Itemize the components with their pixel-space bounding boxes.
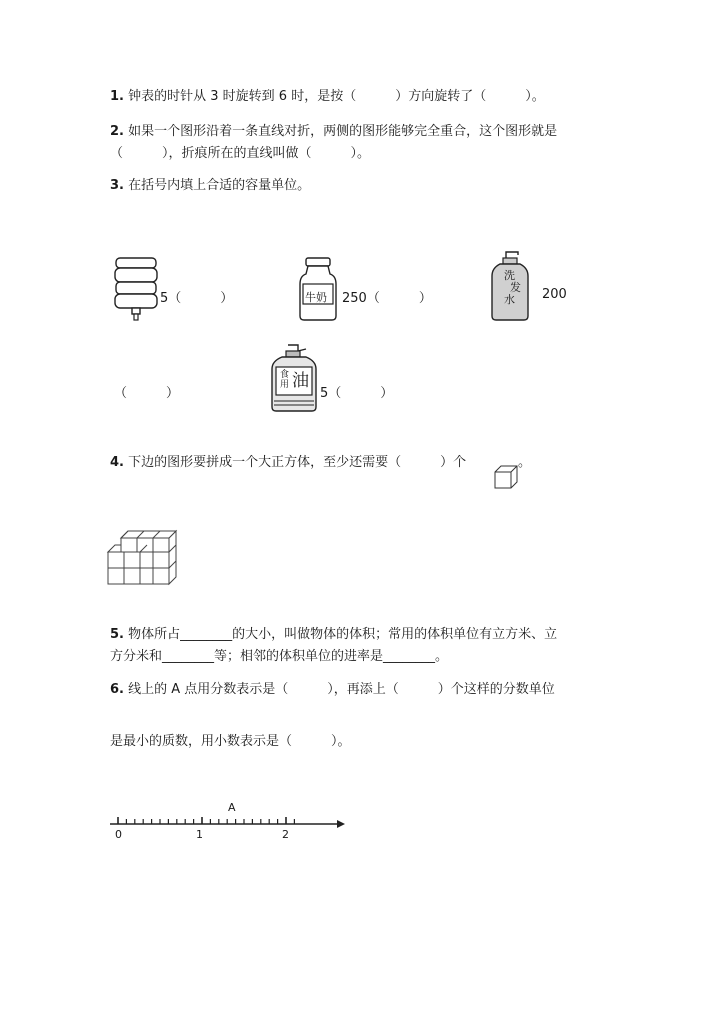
water-jug-icon <box>113 256 159 322</box>
number-line-arrow <box>337 820 345 828</box>
question-text: 在括号内填上合适的容量单位。 <box>128 178 311 193</box>
oil-label-2: 用 <box>280 380 290 390</box>
question-text: 如果一个图形沿着一条直线对折，两侧的图形能够完全重合，这个图形就是 <box>128 124 558 139</box>
question-text: 钟表的时针从 3 时旋转到 6 时，是按（ ）方向旋转了（ ）。 <box>128 89 545 104</box>
shampoo-label-1: 洗 <box>504 269 515 282</box>
question-6-line2 <box>110 731 351 753</box>
question-3 <box>110 175 310 197</box>
question-number: 1. <box>110 89 124 104</box>
question-text: 线上的 A 点用分数表示是（ ），再添上（ ）个这样的分数单位 <box>128 682 555 697</box>
answer-blank: 5（ ） <box>160 291 234 306</box>
point-a-label: A <box>228 801 236 814</box>
number-line-label-1: 1 <box>196 828 203 841</box>
question-number: 6. <box>110 682 124 697</box>
question-text-line2: 方分米和________等；相邻的体积单位的进率是________。 <box>110 649 449 664</box>
question-number: 2. <box>110 124 124 139</box>
question-6 <box>110 679 555 701</box>
answer-blank: （ ） <box>114 386 180 401</box>
question-text: 下边的图形要拼成一个大正方体，至少还需要（ ）个 <box>128 455 467 470</box>
question-5 <box>110 624 557 668</box>
question-text-line2: 是最小的质数，用小数表示是（ ）。 <box>110 734 351 749</box>
shampoo-label-3: 水 <box>504 293 515 306</box>
question-text: 物体所占________的大小，叫做物体的体积；常用的体积单位有立方米、立 <box>128 627 558 642</box>
stacked-cubes-figure <box>107 522 179 594</box>
question-number: 4. <box>110 455 124 470</box>
question-end: 。 <box>518 455 532 470</box>
answer-blank: 250（ ） <box>342 291 432 306</box>
question-text-line2: （ ），折痕所在的直线叫做（ ）。 <box>110 146 371 161</box>
question-number: 5. <box>110 627 124 642</box>
oil-label-1: 食 <box>280 370 290 380</box>
question-number: 3. <box>110 178 124 193</box>
oil-label-3: 油 <box>292 371 309 391</box>
milk-label: 牛奶 <box>305 291 327 304</box>
question-1 <box>110 86 545 108</box>
answer-blank: 200 <box>542 287 567 302</box>
question-2 <box>110 121 557 165</box>
number-line-label-0: 0 <box>115 828 122 841</box>
answer-blank: 5（ ） <box>320 386 394 401</box>
question-4 <box>110 452 466 474</box>
small-cube-icon <box>494 465 518 489</box>
number-line-label-2: 2 <box>282 828 289 841</box>
shampoo-label-2: 发 <box>510 281 521 294</box>
